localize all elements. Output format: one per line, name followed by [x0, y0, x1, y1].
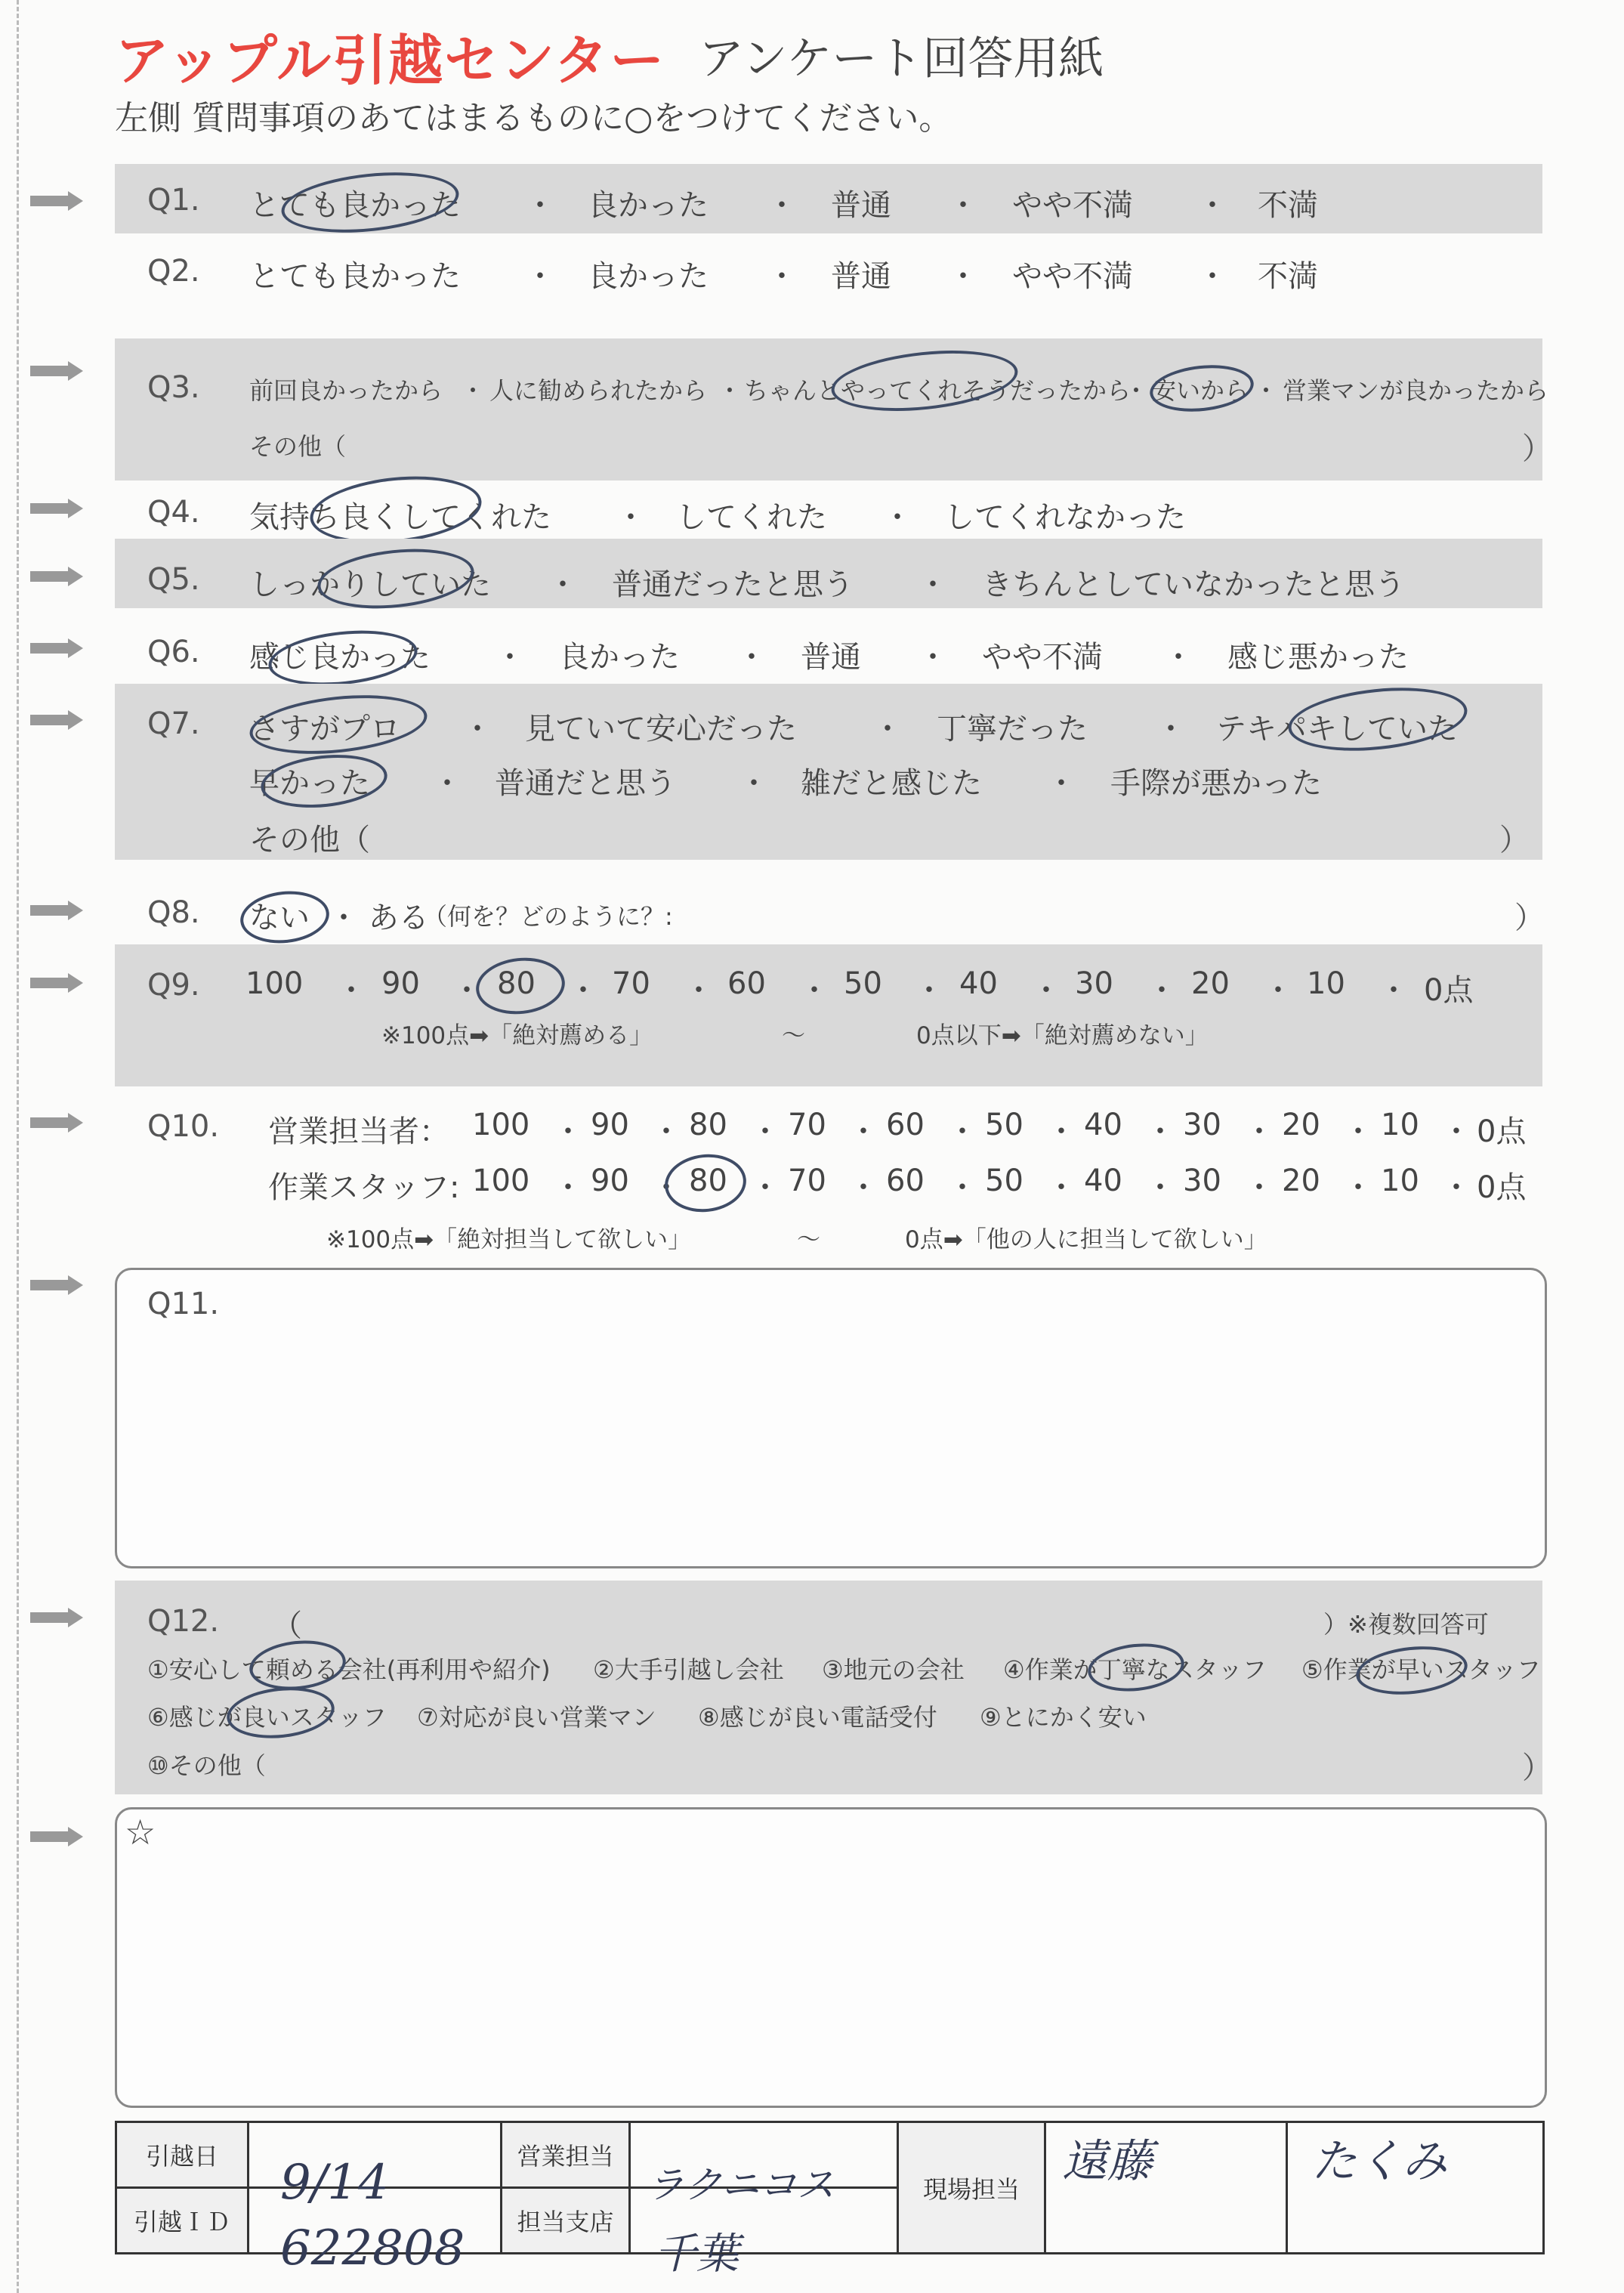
- q6-option[interactable]: 普通: [801, 640, 861, 675]
- q9-score[interactable]: 40: [959, 966, 998, 1001]
- q7-dot: ・: [739, 766, 769, 801]
- row-arrow-icon: [30, 710, 83, 730]
- q9-dot: ・: [799, 973, 829, 1008]
- q12-other-close: ）: [1522, 1751, 1552, 1785]
- q9-score[interactable]: 100: [245, 966, 304, 1001]
- q7-dot: ・: [462, 712, 492, 746]
- q9-score[interactable]: 80: [497, 966, 536, 1001]
- q7-option[interactable]: 普通だと思う: [495, 766, 676, 801]
- star-icon: ☆: [125, 1812, 156, 1853]
- q7-dot: ・: [872, 712, 903, 746]
- row-arrow-icon: [30, 499, 83, 518]
- q7-option[interactable]: 見ていて安心だった: [525, 712, 797, 746]
- q10-note-left: ※100点➡「絶対担当して欲しい」: [326, 1226, 692, 1253]
- q2-dot: ・: [767, 259, 797, 294]
- q10-sales-score[interactable]: 100: [472, 1108, 530, 1142]
- q10-sales-score[interactable]: 20: [1282, 1108, 1320, 1142]
- q2-option[interactable]: とても良かった: [249, 259, 461, 294]
- q7-option[interactable]: 丁寧だった: [937, 712, 1088, 746]
- q5-option[interactable]: 普通だったと思う: [612, 567, 854, 602]
- q3-option[interactable]: 前回良かったから: [249, 376, 443, 405]
- q9-score[interactable]: 20: [1191, 966, 1230, 1001]
- q7-dot: ・: [432, 766, 462, 801]
- q3-dot: ・: [1254, 376, 1279, 405]
- q10-dot: ・: [947, 1170, 977, 1205]
- q10-dot: ・: [750, 1170, 780, 1205]
- q3-dot: ・: [718, 376, 743, 405]
- q3-other-close: ）: [1522, 431, 1552, 466]
- q5-dot: ・: [548, 567, 578, 602]
- q1-option[interactable]: やや不満: [1012, 188, 1133, 223]
- q7-other[interactable]: その他（: [249, 823, 370, 858]
- q3-option[interactable]: ちゃんとやってくれそうだったから: [744, 376, 1132, 405]
- q2-label: Q2.: [147, 254, 200, 289]
- q10-dot: ・: [651, 1170, 681, 1205]
- q11-free-text-box[interactable]: [115, 1268, 1547, 1568]
- q12-option[interactable]: ③地元の会社: [822, 1655, 965, 1684]
- q1-option[interactable]: とても良かった: [249, 188, 461, 223]
- comment-box[interactable]: [115, 1807, 1547, 2108]
- q9-dot: ・: [1263, 973, 1293, 1008]
- q1-dot: ・: [948, 188, 978, 223]
- sales-cell[interactable]: [630, 2122, 898, 2207]
- q7-option[interactable]: テキパキしていた: [1216, 712, 1458, 746]
- q10-sales-score[interactable]: 30: [1183, 1108, 1221, 1142]
- q4-option[interactable]: 気持ち良くしてくれた: [249, 500, 551, 535]
- q6-option[interactable]: 良かった: [559, 640, 680, 675]
- q1-dot: ・: [767, 188, 797, 223]
- q8-detail[interactable]: （何を？どのように？:: [423, 902, 673, 931]
- move-date-value: 9/14: [280, 2155, 389, 2211]
- q3-option[interactable]: 安いから: [1152, 376, 1249, 405]
- branch-value: 千葉: [654, 2230, 739, 2279]
- move-id-label: 引越ＩＤ: [116, 2188, 249, 2254]
- q10-label: Q10.: [147, 1109, 220, 1144]
- q10-dot: ・: [1145, 1170, 1175, 1205]
- move-date-label: 引越日: [116, 2122, 249, 2188]
- q10-staff-score[interactable]: 80: [689, 1163, 727, 1198]
- q10-sales-score[interactable]: 60: [886, 1108, 925, 1142]
- q9-score[interactable]: 70: [612, 966, 650, 1001]
- q8-label: Q8.: [147, 895, 200, 930]
- q12-option[interactable]: ⑤作業が早いスタッフ: [1301, 1655, 1541, 1684]
- site-label: 現場担当: [898, 2122, 1045, 2254]
- q3-dot: ・: [461, 376, 486, 405]
- row-arrow-icon: [30, 1113, 83, 1133]
- q9-tilde: ～: [782, 1022, 805, 1049]
- q2-option[interactable]: 良かった: [588, 259, 709, 294]
- q6-dot: ・: [918, 640, 948, 675]
- q7-dot: ・: [1046, 766, 1076, 801]
- q2-option[interactable]: 不満: [1258, 259, 1318, 294]
- q6-option[interactable]: やや不満: [982, 640, 1103, 675]
- q7-option[interactable]: 雑だと感じた: [801, 766, 982, 801]
- row-arrow-icon: [30, 567, 83, 586]
- branch-label: 担当支店: [502, 2188, 630, 2254]
- q6-dot: ・: [1163, 640, 1193, 675]
- q5-option[interactable]: きちんとしていなかったと思う: [982, 567, 1405, 602]
- q12-label: Q12.: [147, 1604, 220, 1639]
- info-table: [115, 2121, 1545, 2279]
- q9-dot: ・: [452, 973, 482, 1008]
- q9-note-left: ※100点➡「絶対薦める」: [381, 1022, 653, 1049]
- q10-dot: ・: [651, 1114, 681, 1149]
- q10-sales-score[interactable]: 50: [985, 1108, 1023, 1142]
- q12-option[interactable]: ④作業が丁寧なスタッフ: [1003, 1655, 1267, 1684]
- q10-sales-score[interactable]: 10: [1381, 1108, 1419, 1142]
- row-arrow-icon: [30, 973, 83, 993]
- q10-staff-score[interactable]: 20: [1282, 1163, 1320, 1198]
- q10-dot: ・: [750, 1114, 780, 1149]
- q4-option[interactable]: してくれなかった: [944, 500, 1186, 535]
- q12-option[interactable]: ⑨とにかく安い: [980, 1703, 1147, 1732]
- q9-score[interactable]: 60: [727, 966, 766, 1001]
- q1-option[interactable]: 不満: [1258, 188, 1318, 223]
- q2-option[interactable]: やや不満: [1012, 259, 1133, 294]
- q1-dot: ・: [525, 188, 555, 223]
- q4-dot: ・: [616, 500, 646, 535]
- q10-dot: ・: [553, 1114, 583, 1149]
- q4-label: Q4.: [147, 495, 200, 530]
- q12-option[interactable]: ⑧感じが良い電話受付: [698, 1703, 937, 1732]
- q10-tilde: ～: [797, 1226, 820, 1253]
- q5-dot: ・: [918, 567, 948, 602]
- q10-dot: ・: [848, 1170, 878, 1205]
- q10-dot: ・: [1441, 1170, 1471, 1205]
- site-cell-1[interactable]: [1045, 2122, 1287, 2254]
- q10-staff-score[interactable]: 50: [985, 1163, 1023, 1198]
- q9-label: Q9.: [147, 968, 200, 1003]
- q10-staff-score[interactable]: 60: [886, 1163, 925, 1198]
- q12-option[interactable]: ⑦対応が良い営業マン: [417, 1703, 656, 1732]
- q10-sales-label: 営業担当者：: [268, 1114, 449, 1149]
- binder-margin: [17, 0, 20, 2293]
- instruction-text: 左側 質問事項のあてはまるものに○をつけてください。: [115, 99, 952, 138]
- q5-label: Q5.: [147, 562, 200, 597]
- q4-dot: ・: [882, 500, 912, 535]
- brand-logo: アップル引越センター: [115, 29, 666, 92]
- q2-dot: ・: [525, 259, 555, 294]
- row-arrow-icon: [30, 361, 83, 381]
- q12-option[interactable]: ⑥感じが良いスタッフ: [147, 1703, 387, 1732]
- q11-label: Q11.: [147, 1287, 220, 1321]
- q10-staff-score[interactable]: 100: [472, 1163, 530, 1198]
- q2-option[interactable]: 普通: [831, 259, 891, 294]
- form-title: アンケート回答用紙: [699, 32, 1104, 85]
- q6-option[interactable]: 感じ良かった: [249, 640, 431, 675]
- q6-dot: ・: [736, 640, 767, 675]
- q12-other[interactable]: ⑩その他（: [147, 1751, 266, 1780]
- q9-score[interactable]: 0点: [1424, 973, 1474, 1008]
- q2-dot: ・: [1197, 259, 1227, 294]
- q10-staff-label: 作業スタッフ:: [268, 1170, 460, 1205]
- q10-sales-score[interactable]: 80: [689, 1108, 727, 1142]
- row-arrow-icon: [30, 191, 83, 211]
- q10-dot: ・: [848, 1114, 878, 1149]
- q9-score[interactable]: 90: [381, 966, 420, 1001]
- move-date-cell[interactable]: [249, 2122, 502, 2211]
- q9-dot: ・: [1379, 973, 1409, 1008]
- q12-option[interactable]: ①安心して頼める会社(再利用や紹介): [147, 1655, 551, 1684]
- site-value-2: たくみ: [1311, 2134, 1447, 2188]
- q10-sales-score[interactable]: 40: [1084, 1108, 1122, 1142]
- q4-option[interactable]: してくれた: [676, 500, 827, 535]
- q9-dot: ・: [684, 973, 714, 1008]
- q5-option[interactable]: しっかりしていた: [249, 567, 491, 602]
- q10-sales-score[interactable]: 70: [788, 1108, 826, 1142]
- row-arrow-icon: [30, 901, 83, 920]
- q3-dot: ・: [1124, 376, 1149, 405]
- q10-staff-score[interactable]: 30: [1183, 1163, 1221, 1198]
- q10-staff-score[interactable]: 40: [1084, 1163, 1122, 1198]
- q6-label: Q6.: [147, 635, 200, 669]
- q8-detail-close: ）: [1514, 901, 1545, 935]
- row-arrow-icon: [30, 638, 83, 658]
- q3-label: Q3.: [147, 370, 200, 405]
- q6-dot: ・: [495, 640, 525, 675]
- q3-option[interactable]: 人に勧められたから: [489, 376, 708, 405]
- sales-label: 営業担当: [502, 2122, 630, 2188]
- site-value-1: 遠藤: [1062, 2134, 1153, 2188]
- q10-staff-score[interactable]: 10: [1381, 1163, 1419, 1198]
- move-id-value: 622808: [280, 2220, 465, 2276]
- q9-score[interactable]: 50: [844, 966, 882, 1001]
- q8-option-some[interactable]: ・ ある: [329, 901, 429, 935]
- q10-sales-score[interactable]: 90: [591, 1108, 629, 1142]
- q10-dot: ・: [947, 1114, 977, 1149]
- q10-staff-score[interactable]: 90: [591, 1163, 629, 1198]
- q10-dot: ・: [1046, 1114, 1076, 1149]
- site-cell-2[interactable]: [1287, 2122, 1544, 2254]
- q9-dot: ・: [1147, 973, 1177, 1008]
- q9-dot: ・: [336, 973, 366, 1008]
- q10-dot: ・: [1441, 1114, 1471, 1149]
- q9-score[interactable]: 30: [1075, 966, 1113, 1001]
- q9-dot: ・: [568, 973, 598, 1008]
- q8-option-none[interactable]: ない: [249, 901, 310, 935]
- q10-dot: ・: [553, 1170, 583, 1205]
- q7-other-close: ）: [1499, 823, 1530, 858]
- q7-option[interactable]: 早かった: [249, 766, 370, 801]
- q2-dot: ・: [948, 259, 978, 294]
- q12-paren-open: （: [272, 1608, 302, 1643]
- q10-note-right: 0点➡「他の人に担当して欲しい」: [905, 1226, 1267, 1253]
- q6-option[interactable]: 感じ悪かった: [1227, 640, 1409, 675]
- row-arrow-icon: [30, 1827, 83, 1846]
- q7-option[interactable]: さすがプロ: [249, 712, 400, 746]
- q1-dot: ・: [1197, 188, 1227, 223]
- q7-option[interactable]: 手際が悪かった: [1110, 766, 1322, 801]
- q7-label: Q7.: [147, 706, 200, 741]
- q10-dot: ・: [1046, 1170, 1076, 1205]
- q12-option[interactable]: ②大手引越し会社: [593, 1655, 784, 1684]
- q1-option[interactable]: 良かった: [588, 188, 709, 223]
- q10-dot: ・: [1343, 1170, 1373, 1205]
- q12-multi-note: ）※複数回答可: [1323, 1610, 1489, 1639]
- q9-dot: ・: [914, 973, 944, 1008]
- row-arrow-icon: [30, 1275, 83, 1295]
- q10-dot: ・: [1145, 1114, 1175, 1149]
- q10-staff-score[interactable]: 0点: [1477, 1170, 1527, 1205]
- q7-dot: ・: [1156, 712, 1186, 746]
- q10-dot: ・: [1343, 1114, 1373, 1149]
- q10-dot: ・: [1244, 1170, 1274, 1205]
- q10-sales-score[interactable]: 0点: [1477, 1114, 1527, 1149]
- q3-option[interactable]: 営業マンが良かったから: [1283, 376, 1549, 405]
- q1-option[interactable]: 普通: [831, 188, 891, 223]
- sales-value: ラクニコス: [647, 2163, 835, 2207]
- q1-label: Q1.: [147, 183, 200, 218]
- q9-note-right: 0点以下➡「絶対薦めない」: [916, 1022, 1209, 1049]
- q3-other[interactable]: その他（: [249, 432, 347, 461]
- q10-dot: ・: [1244, 1114, 1274, 1149]
- q9-dot: ・: [1031, 973, 1061, 1008]
- row-arrow-icon: [30, 1608, 83, 1627]
- q9-score[interactable]: 10: [1307, 966, 1345, 1001]
- q10-staff-score[interactable]: 70: [788, 1163, 826, 1198]
